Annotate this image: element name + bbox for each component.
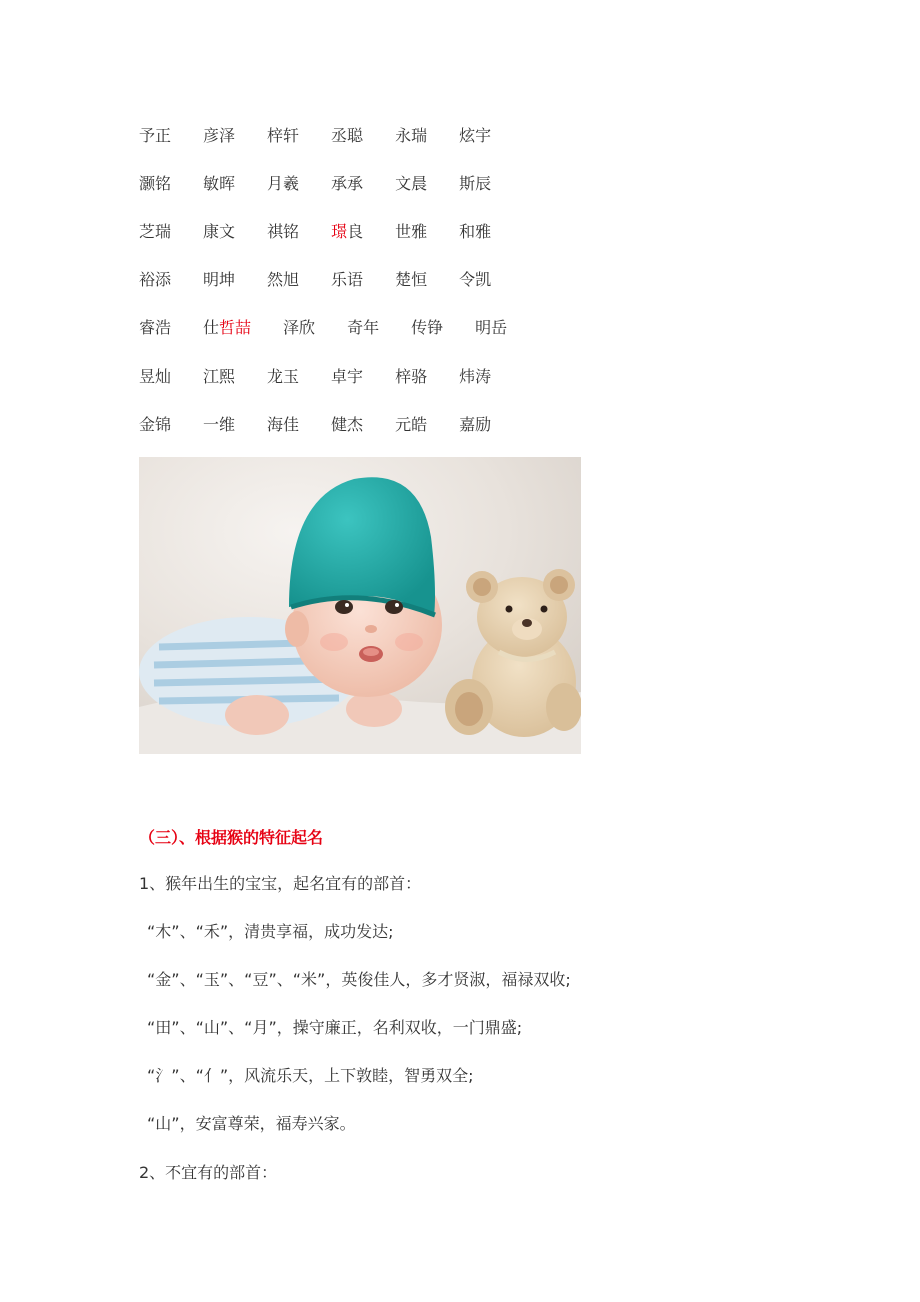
name: 奇年: [347, 318, 380, 337]
name: 永瑞: [395, 126, 428, 145]
name: 世雅: [395, 222, 428, 241]
name: 丞聪: [331, 126, 364, 145]
name: 予正: [139, 126, 172, 145]
name-row: [139, 220, 523, 244]
name: 康文: [203, 222, 236, 241]
name: 裕添: [139, 270, 172, 289]
name: 海佳: [267, 415, 300, 434]
name: 金锦: [139, 415, 172, 434]
name: 祺铭: [267, 222, 300, 241]
plain-char: 仕: [203, 318, 220, 337]
highlight-char: 哲喆: [219, 318, 252, 337]
radical-line: “氵”、“亻”，风流乐天，上下敦睦，智勇双全;: [147, 1066, 474, 1085]
name: 梓骆: [395, 367, 428, 386]
name: 明坤: [203, 270, 236, 289]
name: 灏铭: [139, 174, 172, 193]
name: 元皓: [395, 415, 428, 434]
name: 和雅: [459, 222, 492, 241]
radical-line: “田”、“山”、“月”，操守廉正，名利双收，一门鼎盛;: [147, 1018, 523, 1037]
name: 炜涛: [459, 367, 492, 386]
name: 明岳: [475, 318, 508, 337]
name-row: [139, 268, 523, 292]
baby-teddy-illustration: [139, 457, 581, 754]
point-1-text: 1、猴年出生的宝宝，起名宜有的部首：: [139, 874, 422, 893]
point-2-text: 2、不宜有的部首：: [139, 1163, 278, 1182]
name-row: [139, 316, 539, 340]
section-heading: （三）、根据猴的特征起名: [139, 828, 324, 847]
name: 乐语: [331, 270, 364, 289]
name: 泽欣: [283, 318, 316, 337]
name-row: [139, 124, 523, 148]
name-row: [139, 365, 523, 389]
name: 梓轩: [267, 126, 300, 145]
baby-photo: [139, 457, 581, 754]
name: 楚恒: [395, 270, 428, 289]
radical-line: “木”、“禾”，清贵享福，成功发达;: [147, 922, 394, 941]
name: 一维: [203, 415, 236, 434]
name-row: [139, 413, 523, 437]
name: 敏晖: [203, 174, 236, 193]
name: 昱灿: [139, 367, 172, 386]
name: 斯辰: [459, 174, 492, 193]
name-highlight: [331, 220, 363, 244]
highlight-char: 璟: [331, 222, 348, 241]
name: 彦泽: [203, 126, 236, 145]
name: 传铮: [411, 318, 444, 337]
name-highlight: [203, 316, 251, 340]
plain-char: 良: [347, 222, 364, 241]
name: 然旭: [267, 270, 300, 289]
name: 江熙: [203, 367, 236, 386]
name: 睿浩: [139, 318, 172, 337]
name: 健杰: [331, 415, 364, 434]
name: 令凯: [459, 270, 492, 289]
name: 芝瑞: [139, 222, 172, 241]
name: 龙玉: [267, 367, 300, 386]
name: 承承: [331, 174, 364, 193]
name-row: [139, 172, 523, 196]
radical-line: “金”、“玉”、“豆”、“米”，英俊佳人，多才贤淑，福禄双收;: [147, 970, 571, 989]
name: 炫宇: [459, 126, 492, 145]
name: 卓宇: [331, 367, 364, 386]
name: 嘉励: [459, 415, 492, 434]
radical-line: “山”，安富尊荣，福寿兴家。: [147, 1114, 356, 1133]
name: 月羲: [267, 174, 300, 193]
name: 文晨: [395, 174, 428, 193]
